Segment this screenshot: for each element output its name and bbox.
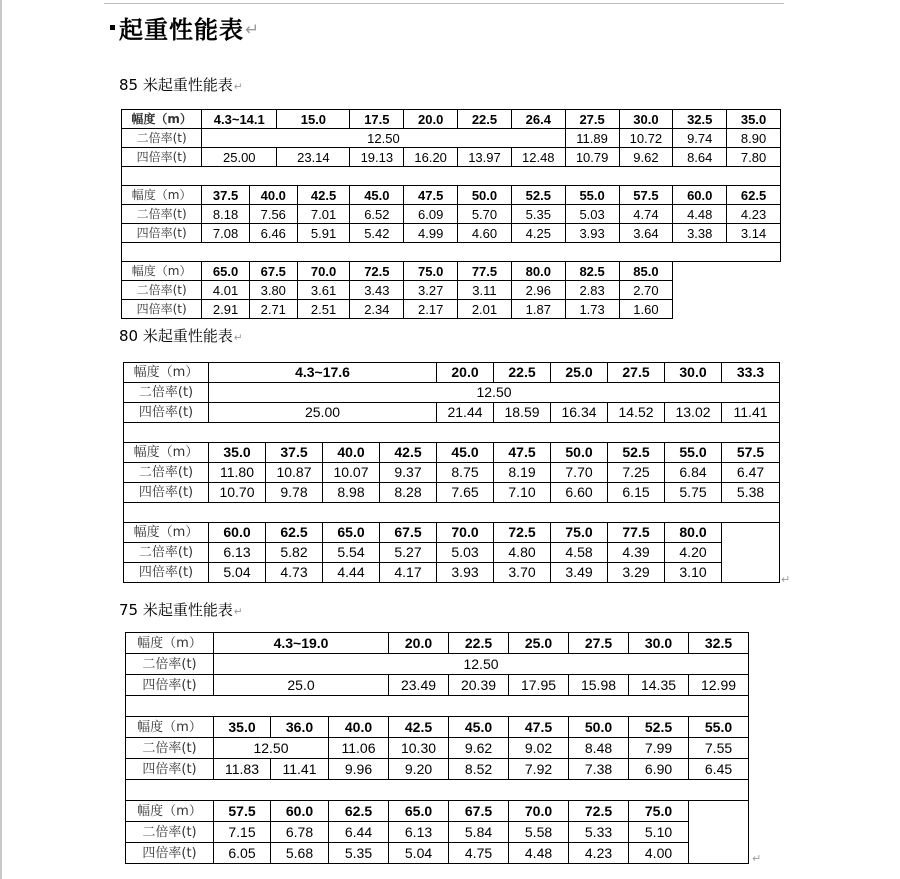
cell: 12.50 [214,654,749,675]
cell: 7.56 [249,205,297,224]
cell: 4.80 [494,543,551,563]
table-row [122,224,781,243]
cell: 5.91 [297,224,350,243]
table-row [126,738,749,759]
cell: 5.33 [569,822,629,843]
cell: 21.44 [437,403,494,423]
cell: 4.60 [458,224,512,243]
cell: 42.5 [380,443,437,463]
cell: 25.0 [214,675,389,696]
row-label: 四倍率(t) [124,483,209,503]
cell: 17.5 [350,110,404,129]
cell: 6.13 [389,822,449,843]
cell: 3.29 [608,563,665,583]
cell: 19.13 [350,148,404,167]
cell: 50.0 [569,717,629,738]
paragraph-mark-icon: ↵ [233,332,243,344]
paragraph-mark-icon: ↵ [245,18,261,39]
row-label: 二倍率(t) [126,822,214,843]
cell: 5.27 [380,543,437,563]
cell: 7.01 [297,205,350,224]
cell: 6.60 [551,483,608,503]
cell: 3.93 [437,563,494,583]
cell: 8.19 [494,463,551,483]
cell: 27.5 [569,633,629,654]
cell: 7.65 [437,483,494,503]
cell: 9.74 [673,129,727,148]
cell: 52.5 [608,443,665,463]
cell: 6.90 [629,759,689,780]
table-row [126,843,749,864]
table-row [124,363,780,383]
cell: 9.78 [266,483,323,503]
row-label: 四倍率(t) [126,675,214,696]
cell: 35.0 [209,443,266,463]
cell: 10.87 [266,463,323,483]
cell: 13.02 [665,403,722,423]
spacer-row [126,696,749,717]
cell: 6.15 [608,483,665,503]
header-label: 幅度（m） [126,633,214,654]
spacer-row [122,243,781,262]
cell: 3.43 [350,281,404,300]
header-label: 幅度（m） [126,717,214,738]
spacer-row [122,167,781,186]
cell: 4.75 [449,843,509,864]
cell: 5.03 [565,205,619,224]
table-row [122,262,781,281]
table-row [126,801,749,822]
cell: 47.5 [509,717,569,738]
row-label: 二倍率(t) [124,543,209,563]
table-row [124,483,780,503]
cell: 50.0 [551,443,608,463]
cell: 42.5 [389,717,449,738]
cell: 60.0 [271,801,329,822]
cell: 2.34 [350,300,404,319]
cell: 5.58 [509,822,569,843]
cell: 1.60 [619,300,673,319]
cell: 67.5 [449,801,509,822]
cell: 20.39 [449,675,509,696]
row-label: 四倍率(t) [124,563,209,583]
cell: 4.73 [266,563,323,583]
cell: 72.5 [494,523,551,543]
cell: 12.50 [209,383,780,403]
cell: 6.52 [350,205,404,224]
cell: 3.27 [404,281,458,300]
spacer-row [124,423,780,443]
cell: 5.38 [722,483,780,503]
cell: 40.0 [323,443,380,463]
cell: 5.03 [437,543,494,563]
cell: 77.5 [458,262,512,281]
cell: 17.95 [509,675,569,696]
row-label: 二倍率(t) [124,463,209,483]
cell: 6.84 [665,463,722,483]
cell: 23.49 [389,675,449,696]
cell: 40.0 [329,717,389,738]
cell: 70.0 [297,262,350,281]
cell: 4.25 [511,224,565,243]
cell: 8.90 [727,129,781,148]
cell: 6.05 [214,843,271,864]
table-row [126,654,749,675]
cell: 4.00 [629,843,689,864]
cell: 7.08 [202,224,250,243]
spacer-row [124,503,780,523]
cell: 2.83 [565,281,619,300]
cell: 57.5 [214,801,271,822]
cell: 8.28 [380,483,437,503]
paragraph-mark-icon: ↵ [781,574,791,586]
header-label: 幅度（m） [122,186,202,205]
table-row [122,186,781,205]
cell: 65.0 [323,523,380,543]
cell: 22.5 [449,633,509,654]
cell: 12.99 [689,675,749,696]
cell: 1.87 [511,300,565,319]
cell: 2.17 [404,300,458,319]
row-label: 二倍率(t) [126,654,214,675]
table-row [124,563,780,583]
cell: 8.75 [437,463,494,483]
cell: 67.5 [249,262,297,281]
cell: 4.17 [380,563,437,583]
cell: 11.83 [214,759,271,780]
table-row [126,675,749,696]
cell: 12.48 [511,148,565,167]
cell: 2.91 [202,300,250,319]
cell: 4.74 [619,205,673,224]
cell: 75.0 [404,262,458,281]
table-row [124,443,780,463]
cell: 5.84 [449,822,509,843]
table-row [124,403,780,423]
cell: 11.89 [565,129,619,148]
cell: 6.44 [329,822,389,843]
cell: 4.99 [404,224,458,243]
cell: 8.18 [202,205,250,224]
cell: 4.39 [608,543,665,563]
cell: 27.5 [608,363,665,383]
cell: 6.78 [271,822,329,843]
cell: 22.5 [494,363,551,383]
spacer-row [126,780,749,801]
cell: 55.0 [565,186,619,205]
cell: 4.58 [551,543,608,563]
cell: 23.14 [277,148,350,167]
cell: 2.01 [458,300,512,319]
cell: 32.5 [673,110,727,129]
cell: 5.04 [389,843,449,864]
row-label: 四倍率(t) [122,148,202,167]
table-row [122,205,781,224]
cell: 40.0 [249,186,297,205]
cell: 4.44 [323,563,380,583]
cell: 30.0 [619,110,673,129]
row-label: 四倍率(t) [122,224,202,243]
cell: 6.13 [209,543,266,563]
row-label: 二倍率(t) [122,129,202,148]
cell: 62.5 [266,523,323,543]
load-table-80 [123,362,780,583]
cell: 16.20 [404,148,458,167]
cell: 4.23 [569,843,629,864]
cell: 26.4 [511,110,565,129]
cell: 8.48 [569,738,629,759]
cell: 10.79 [565,148,619,167]
cell: 3.61 [297,281,350,300]
row-label: 四倍率(t) [126,843,214,864]
header-label: 幅度（m） [122,262,202,281]
cell: 4.20 [665,543,722,563]
cell: 60.0 [673,186,727,205]
load-table-75 [125,632,749,864]
cell: 47.5 [494,443,551,463]
cell: 16.34 [551,403,608,423]
cell: 18.59 [494,403,551,423]
table-row [124,463,780,483]
cell: 47.5 [404,186,458,205]
header-label: 幅度（m） [126,801,214,822]
cell: 10.72 [619,129,673,148]
cell: 4.3~14.1 [202,110,277,129]
row-label: 二倍率(t) [126,738,214,759]
cell: 32.5 [689,633,749,654]
cell: 1.73 [565,300,619,319]
cell: 5.54 [323,543,380,563]
cell: 8.98 [323,483,380,503]
section-title-85: 85 米起重性能表↵ [119,76,243,94]
cell: 5.10 [629,822,689,843]
table-row [126,759,749,780]
cell: 15.0 [277,110,350,129]
cell: 5.35 [511,205,565,224]
cell: 42.5 [297,186,350,205]
cell: 2.51 [297,300,350,319]
cell: 3.70 [494,563,551,583]
cell: 11.41 [271,759,329,780]
cell: 8.64 [673,148,727,167]
cell: 7.25 [608,463,665,483]
cell: 4.01 [202,281,250,300]
paragraph-mark-icon: ↵ [233,606,243,618]
paragraph-mark-icon: ↵ [752,853,762,865]
section-title-75: 75 米起重性能表↵ [119,601,243,619]
cell: 62.5 [727,186,781,205]
load-table-85 [121,109,781,319]
cell: 35.0 [727,110,781,129]
cell: 52.5 [629,717,689,738]
cell: 4.23 [727,205,781,224]
cell: 7.10 [494,483,551,503]
cell: 65.0 [202,262,250,281]
row-label: 二倍率(t) [122,205,202,224]
row-label: 四倍率(t) [124,403,209,423]
cell: 7.92 [509,759,569,780]
cell: 77.5 [608,523,665,543]
cell: 4.3~19.0 [214,633,389,654]
cell: 57.5 [722,443,780,463]
cell: 2.70 [619,281,673,300]
cell: 67.5 [380,523,437,543]
cell: 70.0 [509,801,569,822]
cell: 10.07 [323,463,380,483]
cell: 33.3 [722,363,780,383]
cell: 5.82 [266,543,323,563]
row-label: 四倍率(t) [126,759,214,780]
empty-cell [689,801,749,864]
cell: 22.5 [458,110,512,129]
cell: 11.41 [722,403,780,423]
cell: 5.35 [329,843,389,864]
cell: 55.0 [665,443,722,463]
cell: 6.46 [249,224,297,243]
cell: 45.0 [350,186,404,205]
cell: 14.35 [629,675,689,696]
cell: 55.0 [689,717,749,738]
cell: 25.00 [202,148,277,167]
cell: 3.10 [665,563,722,583]
cell: 37.5 [202,186,250,205]
cell: 7.38 [569,759,629,780]
cell: 4.48 [673,205,727,224]
cell: 85.0 [619,262,673,281]
cell: 2.71 [249,300,297,319]
cell: 72.5 [569,801,629,822]
cell: 9.62 [449,738,509,759]
cell: 11.06 [329,738,389,759]
cell: 6.47 [722,463,780,483]
cell: 3.38 [673,224,727,243]
cell: 62.5 [329,801,389,822]
cell: 3.49 [551,563,608,583]
cell: 13.97 [458,148,512,167]
table-row [124,543,780,563]
header-label: 幅度（m） [124,523,209,543]
cell: 20.0 [404,110,458,129]
cell: 5.70 [458,205,512,224]
cell: 60.0 [209,523,266,543]
page-heading: 起重性能表↵ [110,10,260,45]
row-label: 四倍率(t) [122,300,202,319]
header-label: 幅度（m） [122,110,202,129]
cell: 15.98 [569,675,629,696]
header-label: 幅度（m） [124,443,209,463]
header-rule [104,3,784,4]
cell: 5.42 [350,224,404,243]
empty-cell [722,523,780,583]
cell: 37.5 [266,443,323,463]
cell: 3.64 [619,224,673,243]
cell: 4.3~17.6 [209,363,437,383]
cell: 70.0 [437,523,494,543]
cell: 3.11 [458,281,512,300]
cell: 65.0 [389,801,449,822]
cell: 5.75 [665,483,722,503]
cell: 75.0 [629,801,689,822]
cell: 3.80 [249,281,297,300]
cell: 80.0 [511,262,565,281]
cell: 7.70 [551,463,608,483]
cell: 12.50 [214,738,329,759]
cell: 6.09 [404,205,458,224]
cell: 12.50 [202,129,565,148]
table-row [122,110,781,129]
cell: 5.68 [271,843,329,864]
cell: 9.96 [329,759,389,780]
paragraph-mark-icon: ↵ [233,81,243,93]
cell: 20.0 [389,633,449,654]
cell: 30.0 [629,633,689,654]
cell: 11.80 [209,463,266,483]
cell: 80.0 [665,523,722,543]
cell: 8.52 [449,759,509,780]
page-left-edge [0,0,2,879]
cell: 7.15 [214,822,271,843]
cell: 52.5 [511,186,565,205]
cell: 45.0 [437,443,494,463]
cell: 3.14 [727,224,781,243]
cell: 7.80 [727,148,781,167]
cell: 50.0 [458,186,512,205]
cell: 57.5 [619,186,673,205]
table-row [126,717,749,738]
cell: 6.45 [689,759,749,780]
cell: 36.0 [271,717,329,738]
cell: 3.93 [565,224,619,243]
table-row [122,129,781,148]
header-label: 幅度（m） [124,363,209,383]
empty-cell [673,262,781,319]
cell: 10.70 [209,483,266,503]
cell: 30.0 [665,363,722,383]
table-row [124,523,780,543]
cell: 25.0 [509,633,569,654]
cell: 27.5 [565,110,619,129]
table-row [124,383,780,403]
cell: 9.62 [619,148,673,167]
cell: 10.30 [389,738,449,759]
cell: 72.5 [350,262,404,281]
cell: 2.96 [511,281,565,300]
cell: 25.0 [551,363,608,383]
table-row [126,822,749,843]
section-title-80: 80 米起重性能表↵ [119,327,243,345]
table-row [126,633,749,654]
row-label: 二倍率(t) [122,281,202,300]
cell: 82.5 [565,262,619,281]
cell: 9.20 [389,759,449,780]
cell: 7.99 [629,738,689,759]
table-row [122,148,781,167]
cell: 75.0 [551,523,608,543]
cell: 25.00 [209,403,437,423]
row-label: 二倍率(t) [124,383,209,403]
cell: 45.0 [449,717,509,738]
cell: 20.0 [437,363,494,383]
cell: 35.0 [214,717,271,738]
cell: 7.55 [689,738,749,759]
cell: 9.02 [509,738,569,759]
cell: 5.04 [209,563,266,583]
cell: 14.52 [608,403,665,423]
cell: 9.37 [380,463,437,483]
cell: 4.48 [509,843,569,864]
bullet-icon [110,25,115,30]
